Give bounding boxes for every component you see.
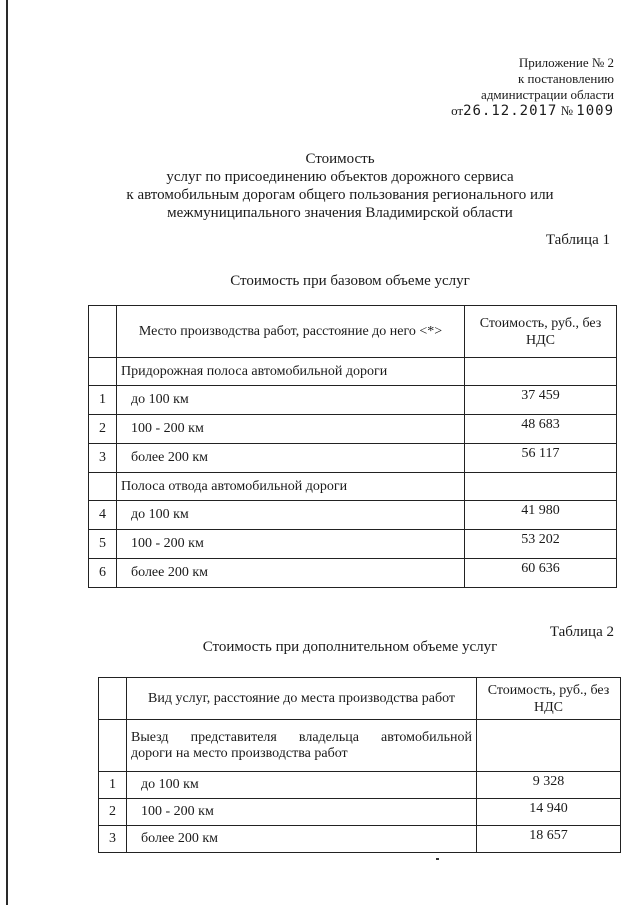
appendix-title: Приложение № 2: [518, 55, 614, 70]
appendix-authority: администрации области: [481, 87, 614, 102]
table2-header-type: Вид услуг, расстояние до места производства работ: [127, 678, 477, 720]
table-row: [99, 772, 621, 799]
table-row: [89, 501, 617, 530]
row-label: более 200 км: [117, 444, 465, 473]
row-label: более 200 км: [117, 559, 465, 588]
row-number: 1: [89, 386, 117, 415]
table-row: [89, 530, 617, 559]
row-value: 18 657: [477, 826, 621, 853]
row-value: 9 328: [477, 772, 621, 799]
table-row: [99, 826, 621, 853]
table1-section-row: [89, 358, 617, 386]
table1-caption: Стоимость при базовом объеме услуг: [230, 273, 470, 289]
table2-header-cost: Стоимость, руб., без НДС: [477, 678, 621, 720]
appendix-header: [451, 55, 614, 119]
row-value: 37 459: [465, 386, 617, 415]
row-label: 100 - 200 км: [117, 415, 465, 444]
table-row: [89, 415, 617, 444]
table1-section-row: [89, 473, 617, 501]
row-number: 3: [89, 444, 117, 473]
appendix-order-line: [451, 103, 614, 119]
table1-section-title: Полоса отвода автомобильной дороги: [117, 473, 465, 501]
table2-label: Таблица 2: [549, 624, 614, 640]
table-row: [89, 386, 617, 415]
scan-page-edge: [6, 0, 8, 905]
title-line-3: к автомобильным дорогам общего пользования регионального или: [126, 187, 554, 203]
table2-header-row: [99, 678, 621, 720]
table2-section-line-2: дороги на место производства работ: [131, 745, 348, 761]
table1-header-place: Место производства работ, расстояние до него <*>: [117, 306, 465, 358]
row-number: 3: [99, 826, 127, 853]
table2-section-row: [99, 720, 621, 772]
table2-section-line-1: Выезд представителя владельца автомобильной: [131, 729, 472, 745]
row-number: 1: [99, 772, 127, 799]
row-number: 5: [89, 530, 117, 559]
row-value: 41 980: [465, 501, 617, 530]
table1-header-num: [89, 306, 117, 358]
table1-header-cost: Стоимость, руб., без НДС: [465, 306, 617, 358]
order-number: 1009: [576, 103, 614, 119]
table-row: [89, 559, 617, 588]
row-label: до 100 км: [117, 501, 465, 530]
table2-section-cell: [127, 720, 477, 772]
table1: [88, 305, 617, 588]
row-label: 100 - 200 км: [117, 530, 465, 559]
row-value: 48 683: [465, 415, 617, 444]
appendix-resolution-ref: к постановлению: [517, 71, 614, 86]
date-prefix: от: [451, 103, 464, 118]
table1-label: Таблица 1: [545, 232, 610, 248]
row-number: 2: [89, 415, 117, 444]
table2-caption: Стоимость при дополнительном объеме услуг: [202, 639, 498, 655]
table-row: [99, 799, 621, 826]
document-title: [60, 150, 620, 222]
table2: [98, 677, 621, 853]
number-prefix: №: [560, 103, 574, 118]
row-label: более 200 км: [127, 826, 477, 853]
scan-speck: [436, 858, 439, 860]
row-number: 4: [89, 501, 117, 530]
table-row: [89, 444, 617, 473]
row-label: до 100 км: [117, 386, 465, 415]
row-label: до 100 км: [127, 772, 477, 799]
table1-section-title: Придорожная полоса автомобильной дороги: [117, 358, 465, 386]
row-number: 6: [89, 559, 117, 588]
row-number: 2: [99, 799, 127, 826]
table1-header-row: [89, 306, 617, 358]
row-value: 14 940: [477, 799, 621, 826]
row-value: 60 636: [465, 559, 617, 588]
row-label: 100 - 200 км: [127, 799, 477, 826]
order-date: 26.12.2017: [463, 103, 558, 119]
table2-header-num: [99, 678, 127, 720]
title-line-1: Стоимость: [305, 151, 375, 167]
title-line-2: услуг по присоединению объектов дорожного сервиса: [166, 169, 514, 185]
row-value: 53 202: [465, 530, 617, 559]
row-value: 56 117: [465, 444, 617, 473]
title-line-4: межмуниципального значения Владимирской области: [167, 205, 513, 221]
